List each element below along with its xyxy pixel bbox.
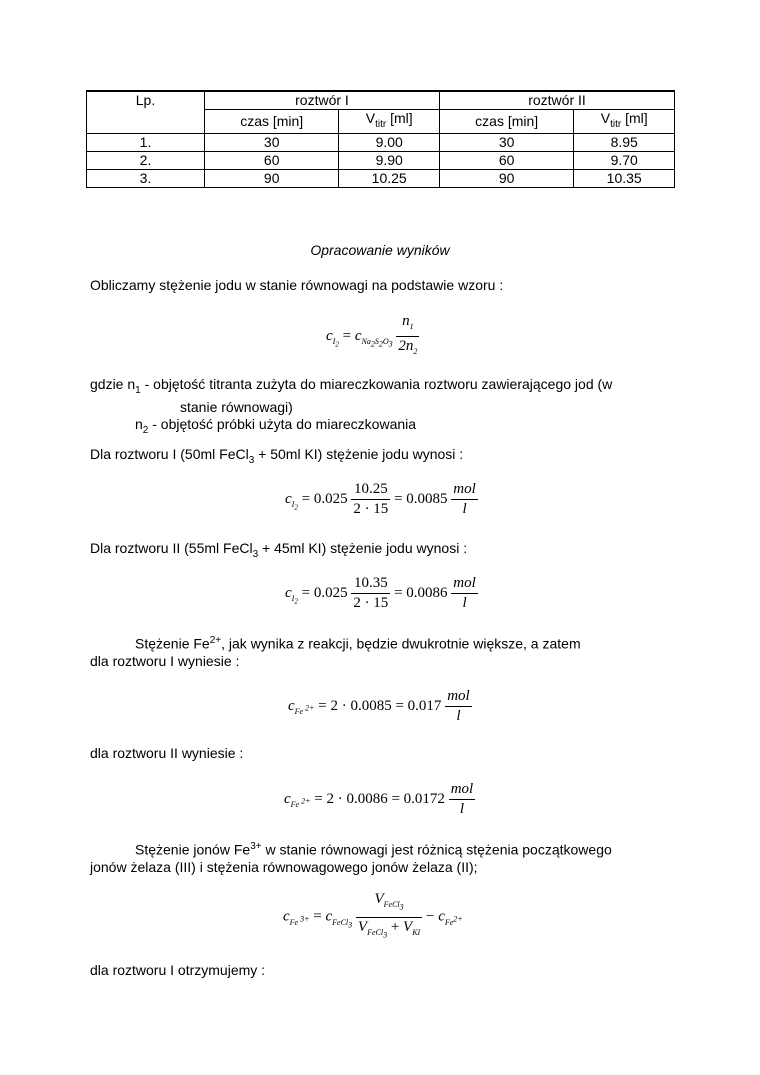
row-volume-2: 8.95 <box>574 133 675 151</box>
row-lp: 1. <box>87 133 205 151</box>
row-lp: 3. <box>87 169 205 187</box>
results-table <box>86 90 675 188</box>
row-volume-2: 9.70 <box>574 151 675 169</box>
formula-fe2-solution-2: $c_{Fe ^{2+}} = 2 \cdot 0.0086 = 0.0172$ $\frac{\text{mol}}{l}$ <box>284 781 474 817</box>
row-lp: 2. <box>87 151 205 169</box>
fe2-paragraph: Stężenie $Fe^{2+}$, jak wynika z reakcji, będzie dwukrotnie większe, a zatem dla roztworu I wyniesie : <box>90 635 581 669</box>
row-time-1: 30 <box>205 133 339 151</box>
row-time-2: 60 <box>439 151 573 169</box>
section-heading: Opracowanie wyników <box>310 242 450 258</box>
fe3-paragraph: Stężenie jonów $Fe^{3+}$ w stanie równowagi jest różnicą stężenia początkowego jonów żelaza (III) i stężenia równowagowego jonów żelaza (II); <box>90 841 612 875</box>
solution-2b-paragraph: dla roztworu II wyniesie : <box>90 745 244 761</box>
header-volume-2: $V_{titr}$ [ml] <box>574 110 675 134</box>
solution-2-paragraph: Dla roztworu II (55ml FeCl$_3$ + 45ml KI) stężenie jodu wynosi : <box>90 540 468 560</box>
header-volume-1: $V_{titr}$ [ml] <box>339 110 440 134</box>
formula-iodine-concentration: $c_{I_2} = c_{Na_2S_2O_3}$ $\frac{n_1}{2n_2}$ <box>326 313 418 356</box>
formula-fe2-solution-1: $c_{Fe ^{2+}} = 2 \cdot 0.0085 = 0.017$ $\frac{\text{mol}}{l}$ <box>288 688 470 724</box>
row-time-1: 60 <box>205 151 339 169</box>
row-time-2: 90 <box>439 169 573 187</box>
solution-1-paragraph: Dla roztworu I (50ml FeCl$_3$ + 50ml KI) stężenie jodu wynosi : <box>90 446 464 466</box>
header-time-1: czas [min] <box>205 110 339 134</box>
header-lp: Lp. <box>87 91 205 133</box>
header-time-2: czas [min] <box>439 110 573 134</box>
row-time-1: 90 <box>205 169 339 187</box>
header-solution-2: roztwór II <box>439 91 674 110</box>
row-volume-1: 9.90 <box>339 151 440 169</box>
where-paragraph: gdzie $n_1$ - objętość titranta zużyta do miareczkowania roztworu zawierającego jod (w stanie równowagi) $n_2$ - objętość próbki użyta do miareczkowania <box>90 376 613 436</box>
formula-iodine-solution-1: $c_{I_2} = 0.025$ $\frac{10.25}{2 \cdot 15}$ = 0.0085 $\frac{\text{mol}}{l}$ <box>285 481 476 517</box>
last-paragraph: dla roztworu I otrzymujemy : <box>90 962 266 978</box>
header-solution-1: roztwór I <box>205 91 440 110</box>
row-volume-1: 9.00 <box>339 133 440 151</box>
row-volume-1: 10.25 <box>339 169 440 187</box>
intro-paragraph: Obliczamy stężenie jodu w stanie równowagi na podstawie wzoru : <box>90 277 504 293</box>
row-volume-2: 10.35 <box>574 169 675 187</box>
formula-fe3: $c_{Fe ^{3+}} = c_{FeCl_3}$ $\frac{V_{FeCl_3}}{V_{FeCl_3} + V_{KI}}$ − $c_{Fe^{2+}}$ <box>283 891 463 940</box>
formula-iodine-solution-2: $c_{I_2} = 0.025$ $\frac{10.35}{2 \cdot 15}$ = 0.0086 $\frac{\text{mol}}{l}$ <box>285 575 476 611</box>
table-row <box>87 133 675 151</box>
table-header-row <box>87 91 675 110</box>
table-row <box>87 169 675 187</box>
table-row <box>87 151 675 169</box>
row-time-2: 30 <box>439 133 573 151</box>
